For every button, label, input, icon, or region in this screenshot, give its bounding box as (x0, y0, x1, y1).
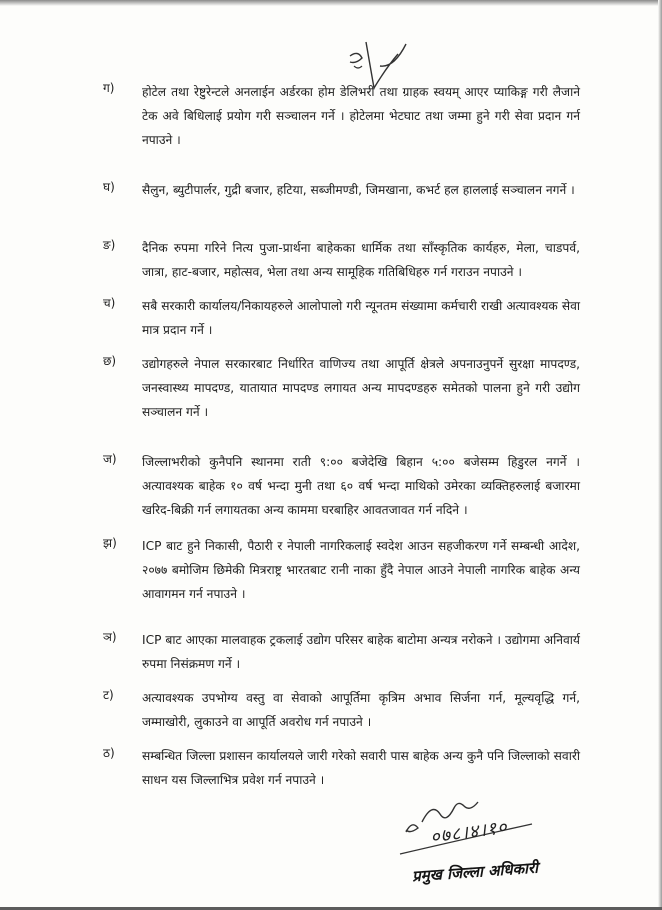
scan-right-edge (658, 0, 662, 910)
item-text: सम्बन्धित जिल्ला प्रशासन कार्यालयले जारी गरेको सवारी पास बाहेक अन्य कुनै पनि जिल्लाको सवारी साधन यस जिल्लाभित्र प्रवेश गर्न नपाउने । (142, 749, 580, 787)
item-text: अत्यावश्यक उपभोग्य वस्तु वा सेवाको आपूर्तिमा कृत्रिम अभाव सिर्जना गर्न, मूल्यवृद्धि गर्न, जम्माखोरी, लुकाउने वा आपूर्ति अवरोध गर्न नपाउने । (142, 691, 580, 729)
item-text: ICP बाट हुने निकासी, पैठारी र नेपाली नागरिकलाई स्वदेश आउन सहजीकरण गर्ने सम्बन्धी आदेश, २०७७ बमोजिम छिमेकी मित्रराष्ट्र भारतबाट रानी नाका हुँदै नेपाल आउने नेपाली नागरिक बाहेक अन्य आवागमन गर्न नपाउने । (142, 539, 580, 601)
item-marker: ठ) (103, 746, 115, 760)
signature-date: ०७८।४।१० (428, 816, 509, 849)
item-marker: घ) (103, 180, 115, 194)
item-text: होटेल तथा रेष्टुरेन्टले अनलाईन अर्डरका होम डेलिभरी तथा ग्राहक स्वयम् आएर प्याकिङ्ग गरी लैजाने टेक अवे बिधिलाई प्रयोग गरी सञ्चालन गर्ने । होटेलमा भेटघाट तथा जम्मा हुने गरी सेवा प्रदान गर्न नपाउने । (142, 85, 580, 147)
item-marker: च) (103, 296, 116, 310)
item-text: सबै सरकारी कार्यालय/निकायहरुले आलोपालो गरी न्यूनतम संख्यामा कर्मचारी राखी अत्यावश्यक सेवा मात्र प्रदान गर्ने । (142, 299, 580, 337)
item-text: सैलुन, ब्युटीपार्लर, गुद्री बजार, हटिया, सब्जीमण्डी, जिमखाना, कभर्ट हल हाललाई सञ्चालन नगर्ने । (142, 183, 575, 197)
item-marker: ट) (103, 688, 114, 702)
scan-top-edge (0, 0, 662, 6)
signatory-title: प्रमुख जिल्ला अधिकारी (411, 858, 539, 886)
item-text: उद्योगहरुले नेपाल सरकारबाट निर्धारित वाणिज्य तथा आपूर्ति क्षेत्रले अपनाउनुपर्ने सुरक्षा मापदण्ड, जनस्वास्थ्य मापदण्ड, यातायात मापदण्ड लगायत अन्य मापदण्डहरु समेतको पालना हुने गरी उद्योग सञ्चालन गर्ने । (142, 357, 580, 419)
item-text: दैनिक रुपमा गरिने नित्य पुजा-प्रार्थना बाहेकका धार्मिक तथा साँस्कृतिक कार्यहरु, मेला, चाडपर्व, जात्रा, हाट-बजार, महोत्सव, भेला तथा अन्य सामूहिक गतिबिधिहरु गर्न गराउन नपाउने । (142, 241, 580, 279)
item-marker: ज) (103, 452, 117, 466)
item-text: ICP बाट आएका मालवाहक ट्रकलाई उद्योग परिसर बाहेक बाटोमा अन्यत्र नरोकने । उद्योगमा अनिवार्य रुपमा निसंक्रमण गर्ने । (142, 633, 580, 671)
item-marker: ग) (103, 81, 115, 95)
item-marker: ञ) (103, 630, 117, 644)
item-marker: झ) (103, 536, 117, 550)
item-text: जिल्लाभरीको कुनैपनि स्थानमा राती ९:०० बजेदेखि बिहान ५:०० बजेसम्म हिडुरल नगर्ने । अत्यावश्यक बाहेक १० वर्ष भन्दा मुनी तथा ६० वर्ष भन्दा माथिको उमेरका व्यक्तिहरुलाई बजारमा खरिद-बिक्री गर्न लगायतका अन्य काममा घरबाहिर आवतजावत गर्न नदिने । (142, 455, 580, 517)
item-marker: ङ) (103, 238, 116, 252)
item-marker: छ) (103, 354, 117, 368)
